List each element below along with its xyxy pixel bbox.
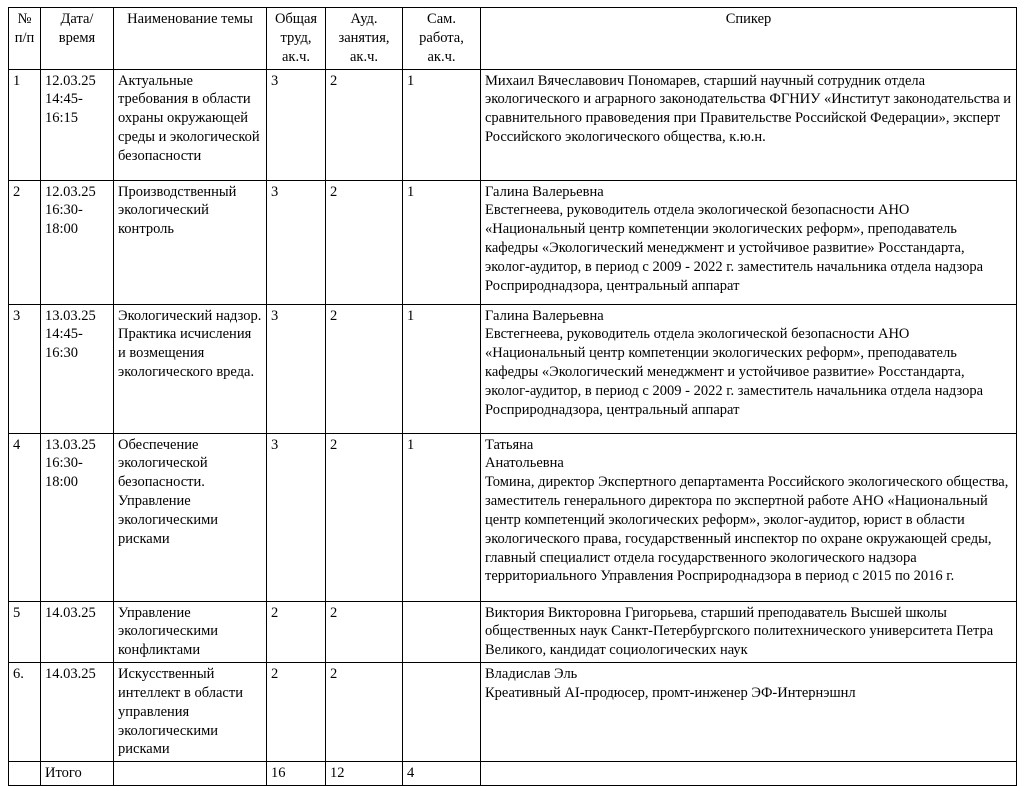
cell-topic: Искусственный интеллект в области управления экологическими рисками — [114, 663, 267, 762]
header-cell-number — [9, 8, 41, 70]
header-aud-line-3: ак.ч. — [349, 48, 379, 65]
header-aud-line-1: Ауд. — [350, 11, 378, 27]
cell-date: 14.03.25 — [41, 663, 114, 762]
table-row — [9, 433, 1017, 601]
cell-speaker — [481, 762, 1017, 786]
header-total-line-3: ак.ч. — [281, 48, 311, 65]
table-row — [9, 601, 1017, 663]
cell-speaker — [481, 433, 1017, 601]
cell-total-hours: 16 — [267, 762, 326, 786]
header-topic-line-1: Наименование темы — [127, 11, 253, 27]
speaker-name: Галина Валерьевна — [485, 183, 604, 200]
cell-topic — [114, 762, 267, 786]
cell-total-hours: 2 — [267, 601, 326, 663]
cell-total-label: Итого — [41, 762, 114, 786]
cell-self-study-hours — [403, 601, 481, 663]
table-body — [9, 69, 1017, 786]
cell-topic: Производственный экологический контроль — [114, 180, 267, 304]
cell-auditorium-hours: 2 — [326, 601, 403, 663]
cell-number: 6. — [9, 663, 41, 762]
cell-auditorium-hours: 2 — [326, 69, 403, 180]
header-total-line-2: труд, — [280, 29, 312, 46]
speaker-name: Галина Валерьевна — [485, 307, 604, 324]
cell-number: 4 — [9, 433, 41, 601]
table-header — [9, 8, 1017, 70]
header-cell-topic — [114, 8, 267, 70]
cell-total-hours: 3 — [267, 69, 326, 180]
cell-number: 3 — [9, 304, 41, 433]
header-cell-auditorium-hours — [326, 8, 403, 70]
cell-date: 13.03.25 16:30-18:00 — [41, 433, 114, 601]
table-row — [9, 304, 1017, 433]
cell-speaker — [481, 180, 1017, 304]
cell-auditorium-hours: 12 — [326, 762, 403, 786]
speaker-description: Евстегнеева, руководитель отдела экологической безопасности АНО «Национальный центр компетенции экологических реформ», преподаватель кафедры «Экологический менеджмент и устойчивое развитие» Росстандарта, эколог-аудитор, в период с 2009 - 2022 г. заместитель начальника отдела надзора Росприроднадзора, центральный аппарат — [485, 202, 984, 294]
speaker-name: Владислав Эль — [485, 666, 578, 683]
cell-date: 12.03.25 16:30-18:00 — [41, 180, 114, 304]
cell-auditorium-hours: 2 — [326, 304, 403, 433]
header-row — [9, 8, 1017, 70]
speaker-description: Михаил Вячеславович Пономарев, старший научный сотрудник отдела экологического и аграрного законодательства ФГНИУ «Институт законодательства и сравнительного правоведения при Правительстве Российской Федерации», эксперт Российского экологического общества, к.ю.н. — [485, 72, 1012, 146]
cell-number: 5 — [9, 601, 41, 663]
header-aud-line-2: занятия, — [338, 29, 390, 46]
header-cell-total-hours — [267, 8, 326, 70]
cell-auditorium-hours: 2 — [326, 433, 403, 601]
cell-date: 13.03.25 14:45-16:30 — [41, 304, 114, 433]
speaker-first-name: Татьяна — [485, 436, 534, 453]
cell-self-study-hours: 1 — [403, 304, 481, 433]
cell-topic: Актуальные требования в области охраны окружающей среды и экологической безопасности — [114, 69, 267, 180]
speaker-description: Евстегнеева, руководитель отдела экологической безопасности АНО «Национальный центр компетенции экологических реформ», преподаватель кафедры «Экологический менеджмент и устойчивое развитие» Росстандарта, эколог-аудитор, в период с 2009 - 2022 г. заместитель начальника отдела надзора Росприроднадзора, центральный аппарат — [485, 326, 984, 418]
cell-self-study-hours: 1 — [403, 433, 481, 601]
cell-number: 2 — [9, 180, 41, 304]
header-speaker-line-1: Спикер — [725, 11, 772, 27]
cell-topic: Управление экологическими конфликтами — [114, 601, 267, 663]
cell-speaker — [481, 69, 1017, 180]
header-date-line-1: Дата/ — [60, 11, 94, 27]
header-self-line-2: работа, — [419, 29, 464, 46]
speaker-description: Виктория Викторовна Григорьева, старший преподаватель Высшей школы общественных наук Санкт-Петербургского политехнического университета Петра Великого, кандидат социологических наук — [485, 604, 994, 659]
cell-total-hours: 3 — [267, 180, 326, 304]
table-row — [9, 69, 1017, 180]
header-total-line-1: Общая — [274, 11, 318, 27]
cell-speaker — [481, 663, 1017, 762]
header-self-line-3: ак.ч. — [427, 48, 456, 65]
cell-auditorium-hours: 2 — [326, 663, 403, 762]
training-schedule-table — [8, 7, 1017, 786]
speaker-description: Креативный AI-продюсер, промт-инженер ЭФ-Интернэшнл — [485, 684, 856, 701]
header-date-line-2: время — [58, 29, 96, 46]
cell-total-hours: 3 — [267, 433, 326, 601]
table-row — [9, 180, 1017, 304]
cell-speaker — [481, 601, 1017, 663]
cell-self-study-hours: 1 — [403, 69, 481, 180]
table-total-row — [9, 762, 1017, 786]
speaker-patronymic: Анатольевна — [485, 455, 564, 472]
cell-date: 12.03.25 14:45-16:15 — [41, 69, 114, 180]
header-number-line-2: п/п — [14, 29, 35, 46]
cell-date: 14.03.25 — [41, 601, 114, 663]
cell-self-study-hours: 4 — [403, 762, 481, 786]
cell-self-study-hours — [403, 663, 481, 762]
cell-total-hours: 2 — [267, 663, 326, 762]
cell-auditorium-hours: 2 — [326, 180, 403, 304]
cell-topic: Обеспечение экологической безопасности. Управление экологическими рисками — [114, 433, 267, 601]
cell-total-hours: 3 — [267, 304, 326, 433]
cell-self-study-hours: 1 — [403, 180, 481, 304]
header-cell-speaker — [481, 8, 1017, 70]
cell-topic: Экологический надзор. Практика исчисления и возмещения экологического вреда. — [114, 304, 267, 433]
header-cell-date — [41, 8, 114, 70]
cell-number — [9, 762, 41, 786]
speaker-description: Томина, директор Экспертного департамента Российского экологического общества, заместитель генерального директора по экспертной работе АНО «Национальный центр компетенций экологических реформ», эколог-аудитор, юрист в области экологического права, государственный инспектор по охране окружающей среды, главный специалист отдела государственного экологического надзора территориального Управления Росприроднадзора в период с 2015 по 2016 г. — [485, 474, 1009, 585]
table-row — [9, 663, 1017, 762]
header-self-line-1: Сам. — [427, 11, 456, 27]
header-cell-self-study-hours — [403, 8, 481, 70]
cell-speaker — [481, 304, 1017, 433]
header-number-line-1: № — [17, 11, 32, 27]
cell-number: 1 — [9, 69, 41, 180]
